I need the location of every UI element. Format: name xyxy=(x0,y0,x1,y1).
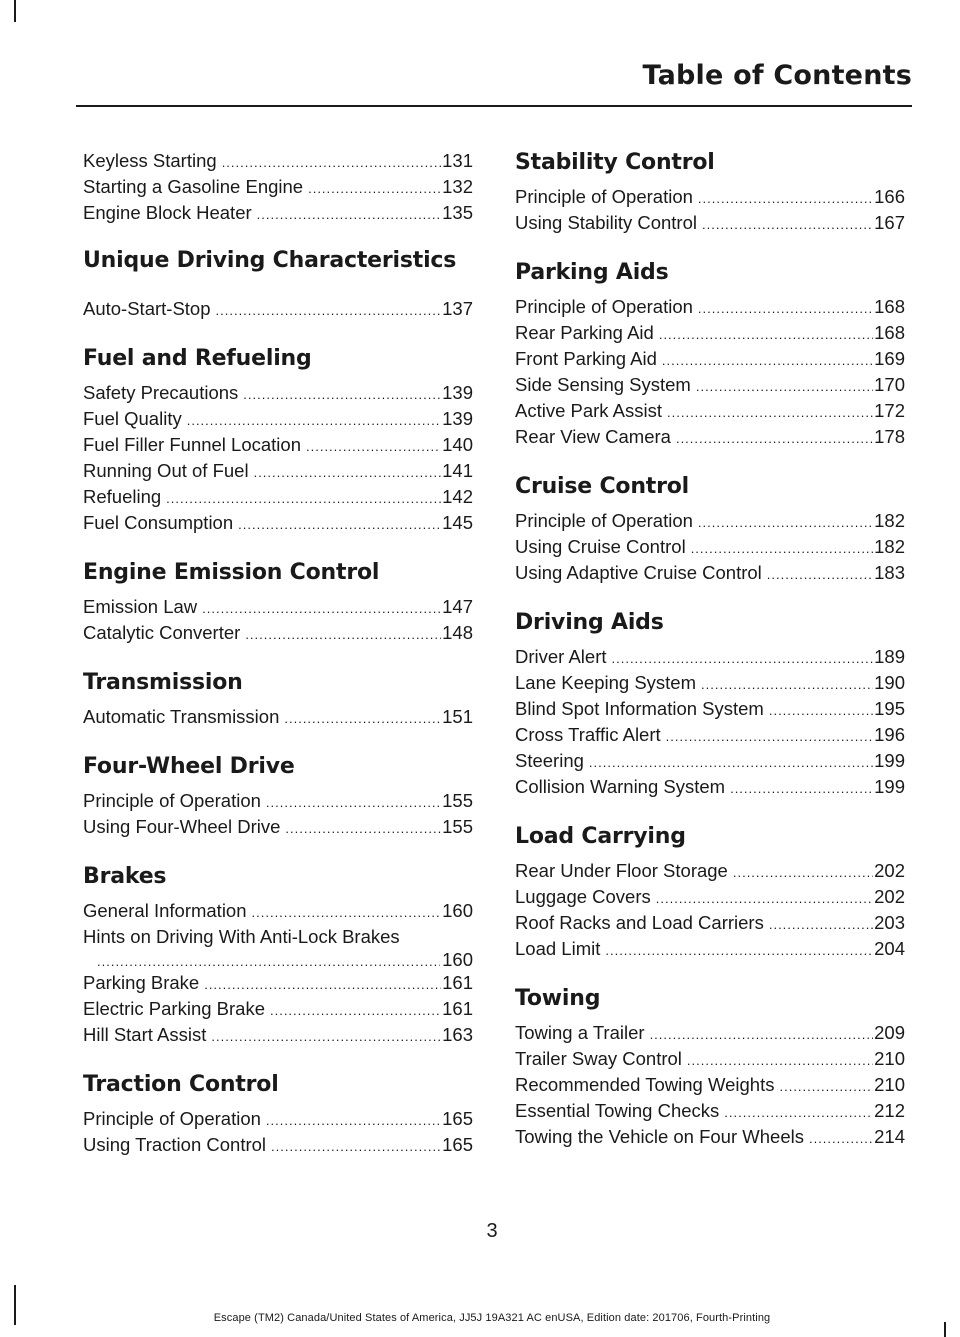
page-ref: 169 xyxy=(874,348,905,369)
toc-section-stability xyxy=(515,148,905,236)
page-ref: 155 xyxy=(442,790,473,811)
dot-leader xyxy=(204,972,441,998)
toc-entry[interactable]: Fuel Filler Funnel Location ..... 140 xyxy=(83,432,473,458)
toc-section-emission xyxy=(83,558,473,646)
dot-leader xyxy=(271,1134,441,1160)
page-number: 3 xyxy=(486,1220,498,1242)
section-heading[interactable]: Brakes xyxy=(83,864,167,889)
page-ref: 145 xyxy=(442,512,473,533)
toc-entry[interactable]: Refueling ..... 142 xyxy=(83,484,473,510)
toc-section-cruise-control xyxy=(515,472,905,586)
page-ref: 189 xyxy=(874,646,905,667)
section-heading[interactable]: Engine Emission Control xyxy=(83,560,380,585)
toc-entry[interactable]: Principle of Operation ..... 182 xyxy=(515,508,905,534)
toc-entry[interactable]: Front Parking Aid ..... 169 xyxy=(515,346,905,372)
toc-right-column xyxy=(515,148,905,1150)
toc-section-driving-aids xyxy=(515,608,905,800)
dot-leader xyxy=(659,322,873,348)
page-ref: 195 xyxy=(874,698,905,719)
toc-entry[interactable]: Emission Law ..... 147 xyxy=(83,594,473,620)
toc-entry[interactable]: Trailer Sway Control ..... 210 xyxy=(515,1046,905,1072)
page-ref: 163 xyxy=(442,1024,473,1045)
dot-leader xyxy=(211,1024,441,1050)
toc-entry[interactable]: Engine Block Heater ..... 135 xyxy=(83,200,473,226)
dot-leader xyxy=(702,212,873,238)
page-ref: 139 xyxy=(442,382,473,403)
page-ref: 161 xyxy=(442,998,473,1019)
toc-entry[interactable]: Hints on Driving With Anti-Lock Brakes ..... 160 xyxy=(83,924,473,970)
toc-entry[interactable]: Blind Spot Information System ..... 195 xyxy=(515,696,905,722)
toc-entry[interactable]: Using Traction Control ..... 165 xyxy=(83,1132,473,1158)
title-divider xyxy=(76,105,912,107)
page-ref: 151 xyxy=(442,706,473,727)
dot-leader xyxy=(733,860,873,886)
section-heading[interactable]: Unique Driving Characteristics xyxy=(83,248,457,273)
dot-leader xyxy=(769,912,873,938)
dot-leader xyxy=(687,1048,873,1074)
toc-section-traction xyxy=(83,1070,473,1158)
toc-entry[interactable]: Cross Traffic Alert ..... 196 xyxy=(515,722,905,748)
page-ref: 142 xyxy=(442,486,473,507)
dot-leader xyxy=(605,938,873,964)
section-heading[interactable]: Driving Aids xyxy=(515,610,664,635)
dot-leader xyxy=(245,622,441,648)
dot-leader xyxy=(767,562,873,588)
page-ref: 210 xyxy=(874,1048,905,1069)
toc-entry[interactable]: Fuel Consumption ..... 145 xyxy=(83,510,473,536)
toc-entry[interactable]: Principle of Operation ..... 165 xyxy=(83,1106,473,1132)
section-heading[interactable]: Fuel and Refueling xyxy=(83,346,312,371)
page-ref: 148 xyxy=(442,622,473,643)
page-ref: 209 xyxy=(874,1022,905,1043)
page-ref: 161 xyxy=(442,972,473,993)
dot-leader xyxy=(252,900,442,926)
dot-leader xyxy=(701,672,873,698)
page-ref: 210 xyxy=(874,1074,905,1095)
page-ref: 147 xyxy=(442,596,473,617)
page-ref: 167 xyxy=(874,212,905,233)
page-ref: 140 xyxy=(442,434,473,455)
toc-entry[interactable]: Catalytic Converter ..... 148 xyxy=(83,620,473,646)
page-ref: 160 xyxy=(442,900,473,921)
toc-left-column xyxy=(83,148,473,1158)
dot-leader xyxy=(284,706,441,732)
dot-leader xyxy=(769,698,873,724)
toc-entry[interactable]: Safety Precautions ..... 139 xyxy=(83,380,473,406)
toc-entry[interactable]: Running Out of Fuel ..... 141 xyxy=(83,458,473,484)
toc-section-four-wheel-drive xyxy=(83,752,473,840)
toc-entry[interactable]: Active Park Assist ..... 172 xyxy=(515,398,905,424)
crop-mark-bottom-right xyxy=(944,1322,946,1337)
toc-section-brakes xyxy=(83,862,473,1048)
page-ref: 165 xyxy=(442,1134,473,1155)
toc-entry[interactable]: Luggage Covers ..... 202 xyxy=(515,884,905,910)
dot-leader xyxy=(254,460,442,486)
toc-entry[interactable]: Towing the Vehicle on Four Wheels ..... 214 xyxy=(515,1124,905,1150)
toc-entry[interactable]: Towing a Trailer ..... 209 xyxy=(515,1020,905,1046)
toc-entry[interactable]: Keyless Starting ..... 131 xyxy=(83,148,473,174)
dot-leader xyxy=(650,1022,874,1048)
page-ref: 190 xyxy=(874,672,905,693)
page-ref: 182 xyxy=(874,510,905,531)
dot-leader xyxy=(691,536,873,562)
dot-leader xyxy=(238,512,441,538)
toc-entry[interactable]: Using Stability Control ..... 167 xyxy=(515,210,905,236)
page-ref: 160 xyxy=(442,949,473,970)
page-ref: 132 xyxy=(442,176,473,197)
toc-entry[interactable]: Rear View Camera ..... 178 xyxy=(515,424,905,450)
section-heading[interactable]: Four-Wheel Drive xyxy=(83,754,295,779)
toc-entry[interactable]: Principle of Operation ..... 168 xyxy=(515,294,905,320)
page-ref: 204 xyxy=(874,938,905,959)
toc-entry[interactable]: Collision Warning System ..... 199 xyxy=(515,774,905,800)
page-ref: 212 xyxy=(874,1100,905,1121)
dot-leader xyxy=(779,1074,873,1100)
toc-section-load-carrying xyxy=(515,822,905,962)
page-ref: 131 xyxy=(442,150,473,171)
dot-leader xyxy=(667,400,873,426)
section-heading[interactable]: Load Carrying xyxy=(515,824,686,849)
dot-leader xyxy=(266,790,441,816)
page-ref: 199 xyxy=(874,750,905,771)
dot-leader xyxy=(724,1100,873,1126)
dot-leader xyxy=(306,434,441,460)
dot-leader xyxy=(187,408,441,434)
toc-entry[interactable]: Rear Under Floor Storage ..... 202 xyxy=(515,858,905,884)
dot-leader xyxy=(662,348,873,374)
dot-leader xyxy=(730,776,873,802)
page-ref: 202 xyxy=(874,886,905,907)
toc-entry[interactable]: Lane Keeping System ..... 190 xyxy=(515,670,905,696)
toc-entry[interactable]: Using Four-Wheel Drive ..... 155 xyxy=(83,814,473,840)
toc-entry[interactable]: Principle of Operation ..... 166 xyxy=(515,184,905,210)
page-ref: 183 xyxy=(874,562,905,583)
toc-entry[interactable]: Hill Start Assist ..... 163 xyxy=(83,1022,473,1048)
dot-leader xyxy=(166,486,441,512)
section-heading[interactable]: Transmission xyxy=(83,670,243,695)
toc-entry[interactable]: Driver Alert ..... 189 xyxy=(515,644,905,670)
dot-leader xyxy=(257,202,441,228)
dot-leader xyxy=(270,998,441,1024)
dot-leader xyxy=(698,186,873,212)
dot-leader xyxy=(243,382,441,408)
toc-entry[interactable]: Using Cruise Control ..... 182 xyxy=(515,534,905,560)
toc-entry[interactable]: Roof Racks and Load Carriers ..... 203 xyxy=(515,910,905,936)
dot-leader xyxy=(202,596,441,622)
footer-edition-info: Escape (TM2) Canada/United States of America, JJ5J 19A321 AC enUSA, Edition date: 201706, Fourth-Printing xyxy=(213,1312,771,1324)
section-heading[interactable]: Traction Control xyxy=(83,1072,279,1097)
crop-mark-top-left xyxy=(14,0,16,22)
toc-entry[interactable]: Parking Brake ..... 161 xyxy=(83,970,473,996)
section-heading[interactable]: Cruise Control xyxy=(515,474,690,499)
toc-entry[interactable]: Rear Parking Aid ..... 168 xyxy=(515,320,905,346)
dot-leader xyxy=(285,816,441,842)
toc-section-fuel xyxy=(83,344,473,536)
dot-leader xyxy=(589,750,873,776)
page-ref: 199 xyxy=(874,776,905,797)
toc-entry[interactable]: Using Adaptive Cruise Control ..... 183 xyxy=(515,560,905,586)
toc-entry[interactable]: Fuel Quality ..... 139 xyxy=(83,406,473,432)
page-ref: 203 xyxy=(874,912,905,933)
page-ref: 168 xyxy=(874,322,905,343)
page-ref: 196 xyxy=(874,724,905,745)
page-ref: 178 xyxy=(874,426,905,447)
dot-leader xyxy=(696,374,873,400)
dot-leader xyxy=(656,886,873,912)
section-heading[interactable]: Parking Aids xyxy=(515,260,669,285)
toc-entry[interactable]: Principle of Operation ..... 155 xyxy=(83,788,473,814)
toc-entry[interactable]: General Information ..... 160 xyxy=(83,898,473,924)
page-ref: 135 xyxy=(442,202,473,223)
dot-leader xyxy=(698,296,873,322)
page-ref: 165 xyxy=(442,1108,473,1129)
page-ref: 155 xyxy=(442,816,473,837)
page-ref: 170 xyxy=(874,374,905,395)
toc-entry[interactable]: Auto-Start-Stop ..... 137 xyxy=(83,296,473,322)
dot-leader xyxy=(216,298,442,324)
toc-entry[interactable]: Essential Towing Checks ..... 212 xyxy=(515,1098,905,1124)
dot-leader xyxy=(97,952,440,972)
page-ref: 137 xyxy=(442,298,473,319)
dot-leader xyxy=(809,1126,873,1152)
toc-entry[interactable]: Automatic Transmission ..... 151 xyxy=(83,704,473,730)
dot-leader xyxy=(222,150,441,176)
dot-leader xyxy=(676,426,873,452)
page-ref: 141 xyxy=(442,460,473,481)
section-heading[interactable]: Towing xyxy=(515,986,601,1011)
dot-leader xyxy=(266,1108,441,1134)
toc-entry[interactable]: Side Sensing System ..... 170 xyxy=(515,372,905,398)
toc-section-parking-aids xyxy=(515,258,905,450)
page-ref: 168 xyxy=(874,296,905,317)
dot-leader xyxy=(612,646,874,672)
page-title: Table of Contents xyxy=(642,60,912,91)
dot-leader xyxy=(308,176,441,202)
toc-entry[interactable]: Load Limit ..... 204 xyxy=(515,936,905,962)
page-ref: 214 xyxy=(874,1126,905,1147)
toc-section-transmission xyxy=(83,668,473,730)
toc-section-starting xyxy=(83,148,473,226)
toc-entry[interactable]: Steering ..... 199 xyxy=(515,748,905,774)
page-ref: 172 xyxy=(874,400,905,421)
toc-entry[interactable]: Starting a Gasoline Engine ..... 132 xyxy=(83,174,473,200)
page-ref: 139 xyxy=(442,408,473,429)
page-ref: 182 xyxy=(874,536,905,557)
toc-entry[interactable]: Recommended Towing Weights ..... 210 xyxy=(515,1072,905,1098)
toc-entry[interactable]: Electric Parking Brake ..... 161 xyxy=(83,996,473,1022)
section-heading[interactable]: Stability Control xyxy=(515,150,715,175)
dot-leader xyxy=(666,724,873,750)
page-ref: 166 xyxy=(874,186,905,207)
dot-leader xyxy=(698,510,873,536)
toc-section-unique-driving xyxy=(83,246,473,322)
toc-section-towing xyxy=(515,984,905,1150)
page-ref: 202 xyxy=(874,860,905,881)
